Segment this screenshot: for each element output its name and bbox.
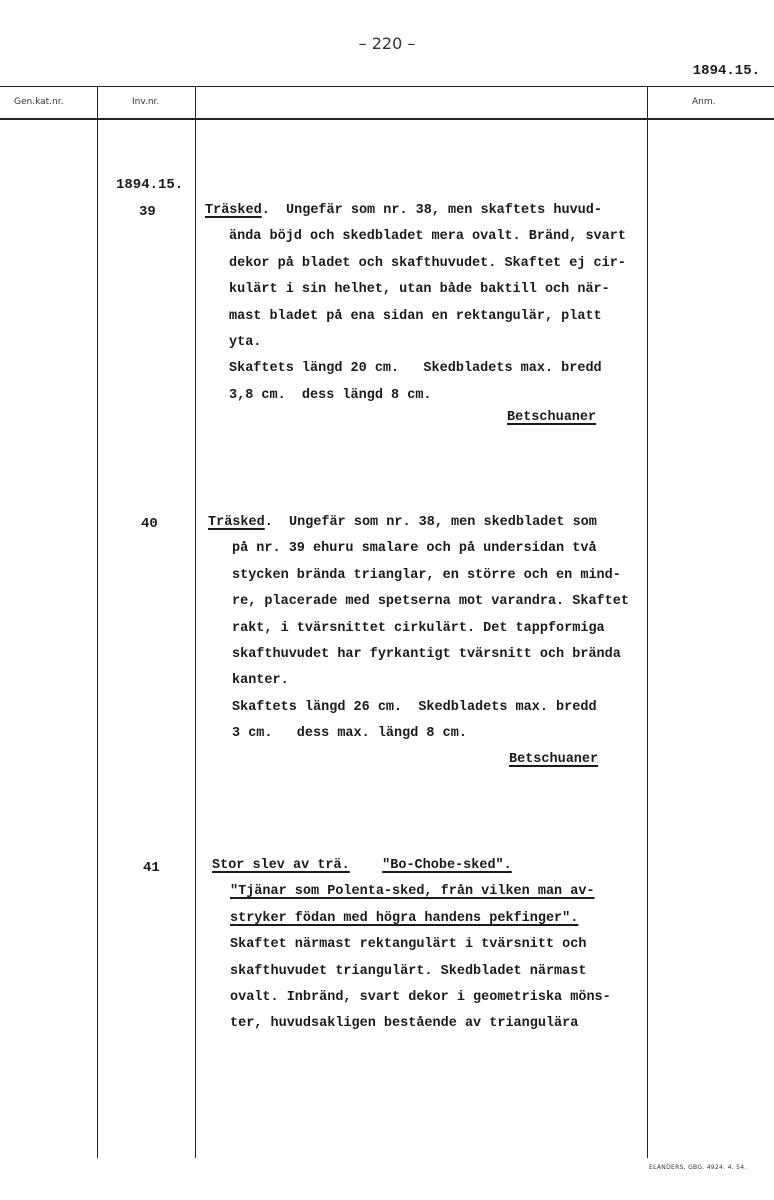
attribution-betschuaner: Betschuaner [507, 410, 597, 425]
header-top-rule [0, 86, 774, 87]
entry-line-text: Ungefär som nr. 38, men skaftets huvud- [286, 203, 602, 218]
title-separator: . [261, 203, 287, 218]
entry-39-description [205, 198, 643, 409]
entry-41-description [212, 853, 650, 1038]
entry-line: på nr. 39 ehuru smalare och på undersidan två [232, 541, 597, 557]
title-separator [350, 858, 382, 873]
inv-number-40: 40 [141, 516, 158, 532]
entry-line: Skaftet närmast rektangulärt i tvärsnitt och [230, 937, 587, 953]
catalog-reference: 1894.15. [692, 63, 760, 79]
entry-line: Skaftets längd 26 cm. Skedbladets max. bredd [232, 699, 597, 715]
column-header-anm: Anm. [692, 97, 716, 107]
inv-number-41: 41 [143, 860, 160, 876]
entry-line: re, placerade med spetserna mot varandra. Skaftet [232, 594, 629, 610]
attribution-betschuaner: Betschuaner [509, 752, 599, 767]
page-number: – 220 – [358, 34, 416, 53]
column-header-inv-nr: Inv.nr. [132, 97, 160, 107]
title-separator: . [264, 515, 290, 530]
entry-line [205, 198, 643, 224]
header-bottom-rule [0, 118, 774, 120]
entry-catalog-reference: 1894.15. [116, 177, 184, 193]
entry-line: stycken brända trianglar, en större och en mind- [232, 567, 621, 583]
entry-line [208, 510, 646, 536]
printer-mark: ELANDERS, GBG. 4924. 4. 54. [649, 1164, 747, 1171]
entry-quote-line [212, 906, 650, 932]
entry-line: skafthuvudet triangulärt. Skedbladet närmast [230, 963, 587, 979]
entry-title: Träsked [205, 203, 262, 218]
column-divider-inv-text [195, 86, 196, 1158]
entry-line: 3,8 cm. dess längd 8 cm. [229, 387, 432, 403]
entry-title: Stor slev av trä. [212, 858, 350, 873]
inv-number-39: 39 [139, 204, 156, 220]
entry-line: skafthuvudet har fyrkantigt tvärsnitt och brända [232, 646, 621, 662]
entry-line: dekor på bladet och skafthuvudet. Skaftet ej cir- [229, 255, 626, 271]
entry-line: rakt, i tvärsnittet cirkulärt. Det tappformiga [232, 620, 605, 636]
entry-line: ända böjd och skedbladet mera ovalt. Bränd, svart [229, 229, 626, 245]
entry-quote-line [212, 879, 650, 905]
entry-subtitle: "Bo-Chobe-sked". [382, 858, 512, 873]
entry-line: kulärt i sin helhet, utan både baktill och när- [229, 282, 610, 298]
entry-line [212, 853, 650, 879]
entry-quote-text: "Tjänar som Polenta-sked, från vilken man av- [230, 884, 595, 900]
entry-line: kanter. [232, 673, 289, 689]
column-divider-gen-inv [97, 86, 98, 1158]
entry-line-text: Ungefär som nr. 38, men skedbladet som [289, 515, 597, 530]
entry-line: Skaftets längd 20 cm. Skedbladets max. bredd [229, 361, 602, 377]
entry-line: 3 cm. dess max. längd 8 cm. [232, 726, 467, 742]
entry-line: yta. [229, 334, 262, 350]
entry-line: mast bladet på ena sidan en rektangulär, platt [229, 308, 602, 324]
entry-line: ter, huvudsakligen bestående av triangulära [230, 1016, 579, 1032]
entry-line: ovalt. Inbränd, svart dekor i geometriska möns- [230, 989, 611, 1005]
column-header-gen-kat-nr: Gen.kat.nr. [14, 97, 64, 107]
entry-quote-text: stryker födan med högra handens pekfinger". [230, 910, 579, 926]
entry-title: Träsked [208, 515, 265, 530]
entry-40-description [208, 510, 646, 748]
